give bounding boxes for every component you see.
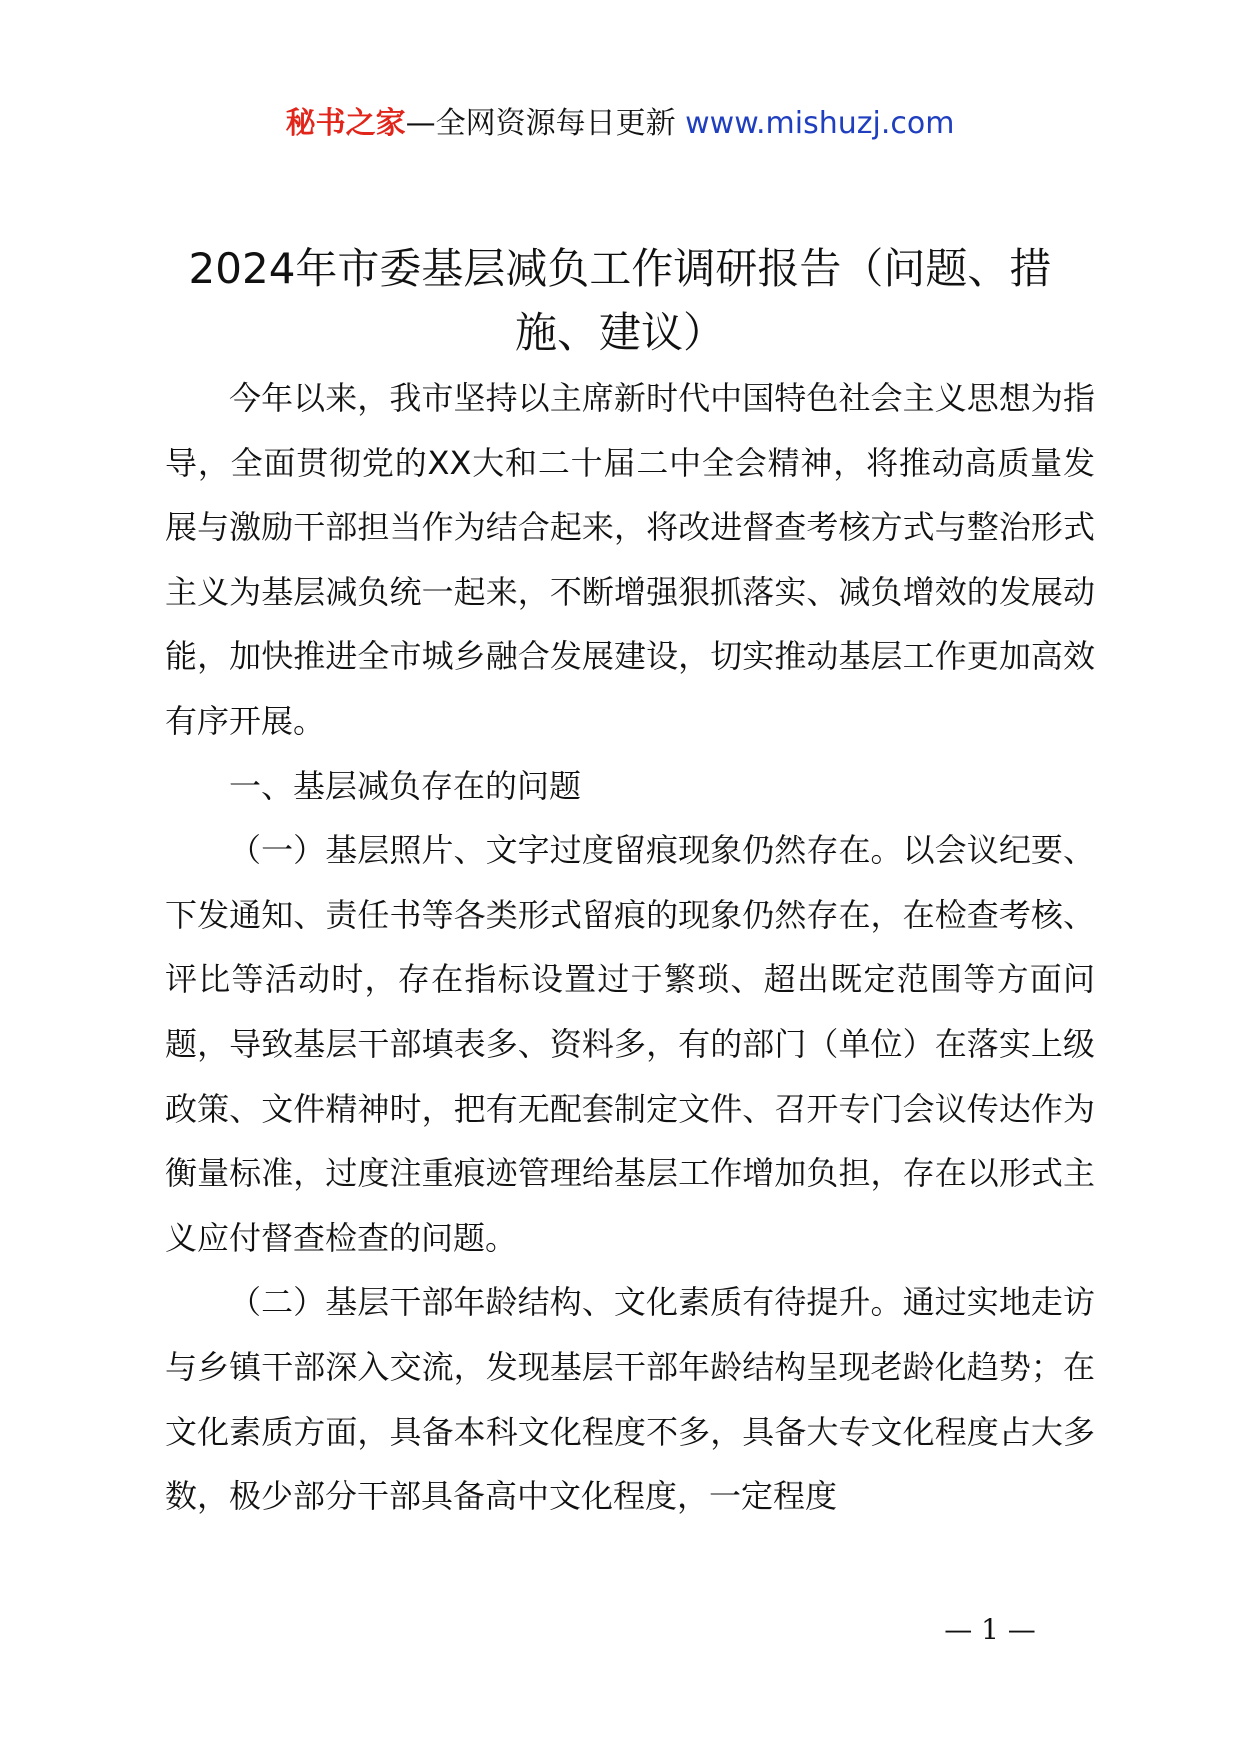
site-brand: 秘书之家 — [285, 106, 406, 141]
document-body — [165, 366, 1095, 1529]
site-header — [0, 104, 1240, 144]
page-number: — 1 — — [944, 1613, 1036, 1646]
site-slogan: —全网资源每日更新 — [405, 106, 686, 141]
section-heading: 一、基层减负存在的问题 — [229, 766, 582, 805]
site-url[interactable]: www.mishuzj.com — [685, 106, 955, 141]
body-paragraph: （一）基层照片、文字过度留痕现象仍然存在。以会议纪要、下发通知、责任书等各类形式留痕的现象仍然存在，在检查考核、评比等活动时，存在指标设置过于繁琐、超出既定范围等方面问题，导致基层干部填表多、资料多，有的部门（单位）在落实上级政策、文件精神时，把有无配套制定文件、召开专门会议传达作为衡量标准，过度注重痕迹管理给基层工作增加负担，存在以形式主义应付督查检查的问题。 — [165, 831, 1095, 1257]
document-title: 2024年市委基层减负工作调研报告（问题、措施、建议） — [188, 244, 1052, 357]
intro-paragraph: 今年以来，我市坚持以主席新时代中国特色社会主义思想为指导，全面贯彻党的XX大和二十届二中全会精神，将推动高质量发展与激励干部担当作为结合起来，将改进督查考核方式与整治形式主义为基层减负统一起来，不断增强狠抓落实、减负增效的发展动能，加快推进全市城乡融合发展建设，切实推动基层工作更加高效有序开展。 — [165, 379, 1095, 740]
body-paragraph: （二）基层干部年龄结构、文化素质有待提升。通过实地走访与乡镇干部深入交流，发现基层干部年龄结构呈现老龄化趋势；在文化素质方面，具备本科文化程度不多，具备大专文化程度占大多数，极少部分干部具备高中文化程度，一定程度 — [165, 1283, 1095, 1516]
